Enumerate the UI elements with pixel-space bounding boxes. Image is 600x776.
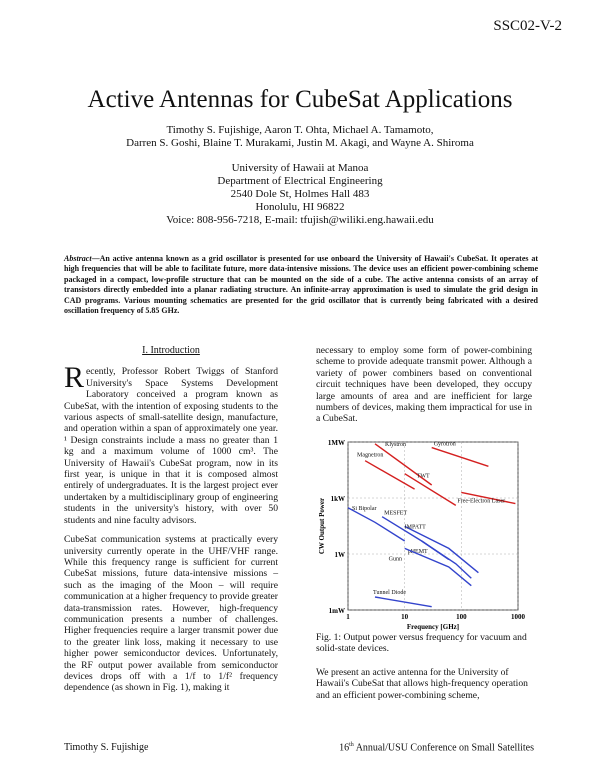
left-column [64,345,278,702]
figure-1-chart [312,434,532,634]
x-tick-label: 1 [346,613,350,621]
intro-text-1: ecently, Professor Robert Twiggs of Stanford University's Space Systems Development Laboratory conceived a program known as CubeSat, with the intention of exposing students to the various aspects of small-satellite design, manufacture, and operation within a span of approximately one year. ¹ Design constraints include a mass no greater than 1 kg and a maximum volume of 1000 cm³. The University of Hawaii's CubeSat program, now in its first year, is unique in that it is composed almost entirely of undergraduates. It is the largest project ever undertaken by a multidisciplinary group of engineering students in the university's history, with over 50 students and nine faculty advisors. [64,366,278,526]
intro-paragraph-2: CubeSat communication systems at practically every university currently operate in the UHF/VHF range. While this frequency range is sufficient for current CubeSat missions, future data-intensive missions – such as the imaging of the Moon – will require communication at a higher frequency to provide greater data-transmission rates. However, high-frequency communication presents a number of challenges. Higher frequencies require a larger transmit power due to the greater link loss, making it necessary to use higher power semiconductor devices. Unfortunately, the RF output power available from semiconductor devices drops off with a 1/f to 1/f² frequency dependence (as shown in Fig. 1), making it [64,534,278,694]
footer-ordinal: th [349,742,354,748]
x-tick-label: 10 [401,613,409,621]
series-label: Gunn [388,556,403,563]
affiliation-block [60,162,540,227]
drop-cap: R [64,361,85,395]
series-label: MESFET [384,510,408,517]
x-tick-label: 100 [456,613,467,621]
author-list [60,124,540,150]
series-label: TWT [416,473,430,480]
affiliation-line: University of Hawaii at Manoa [231,162,369,174]
right-paragraph-1: necessary to employ some form of power-combining scheme to provide adequate transmit power. Although a variety of power combiners based on conventional circuit techniques have been developed, they occupy large amounts of area and are inefficient for large numbers of devices, making them impractical for use in a CubeSat. [316,345,532,425]
series-line [375,597,432,607]
author-line: Darren S. Goshi, Blaine T. Murakami, Justin M. Akagi, and Wayne A. Shiroma [126,137,474,149]
series-label: Magnetron [357,452,384,459]
series-label: pHEMT [407,548,428,555]
footer-text: Annual/USU Conference on Small Satellites [353,742,534,754]
affiliation-line: Honolulu, HI 96822 [255,201,345,213]
y-tick-label: 1W [334,551,345,559]
right-paragraph-2: We present an active antenna for the University of Hawaii's CubeSat that allows high-frequency operation and an efficient power-combining scheme, [316,666,528,701]
series-label: Free-Electron Laser [457,498,506,505]
right-column [316,345,532,433]
author-line: Timothy S. Fujishige, Aaron T. Ohta, Michael A. Tamamoto, [166,124,434,136]
series-label: Gyrotron [433,441,456,448]
abstract [64,254,538,316]
y-axis-label: CW Output Power [318,497,326,555]
plot-frame [348,442,518,610]
intro-paragraph-1 [64,361,278,526]
affiliation-line: 2540 Dole St, Holmes Hall 483 [230,188,370,200]
y-tick-label: 1mW [328,607,345,615]
footer-conference [339,742,534,753]
y-tick-label: 1MW [327,439,345,447]
abstract-label: Abstract [64,254,92,263]
x-axis-label: Frequency [GHz] [406,623,460,631]
document-id: SSC02-V-2 [493,18,562,34]
affiliation-line: Voice: 808-956-7218, E-mail: tfujish@wiliki.eng.hawaii.edu [166,214,434,226]
caption-text: Fig. 1: Output power versus frequency for vacuum and solid-state devices. [316,632,527,655]
series-label: Klystron [385,441,407,448]
series-line [432,448,489,467]
figure-caption [316,632,532,709]
series-label: Si Bipolar [352,505,377,512]
series-label: Tunnel Diode [373,589,406,596]
paper-title: Active Antennas for CubeSat Applications [87,86,513,113]
footer-author: Timothy S. Fujishige [64,742,149,753]
affiliation-line: Department of Electrical Engineering [217,175,383,187]
footer-number: 16 [339,742,350,754]
abstract-text: —An active antenna known as a grid oscillator is presented for use onboard the University of Hawaii's CubeSat. It operates at high frequencies that will be able to facilitate future, more data-intensive missions. The device uses an efficient power-combining scheme packaged in a compact, low-profile structure that can be mounted on the side of a cube. The active antenna consists of an array of transistors directly embedded into a planar radiating structure. An infinite-array approximation is used to simulate the grid design in CAD programs. Various mounting schematics are presented for the grid oscillator that is currently being fabricated with a desired oscillation frequency of 5.85 GHz. [64,254,538,316]
series-line [405,474,456,506]
x-tick-label: 1000 [511,613,525,621]
section-heading: I. Introduction [142,345,200,356]
series-label: IMPATT [404,524,426,531]
y-tick-label: 1kW [330,495,345,503]
